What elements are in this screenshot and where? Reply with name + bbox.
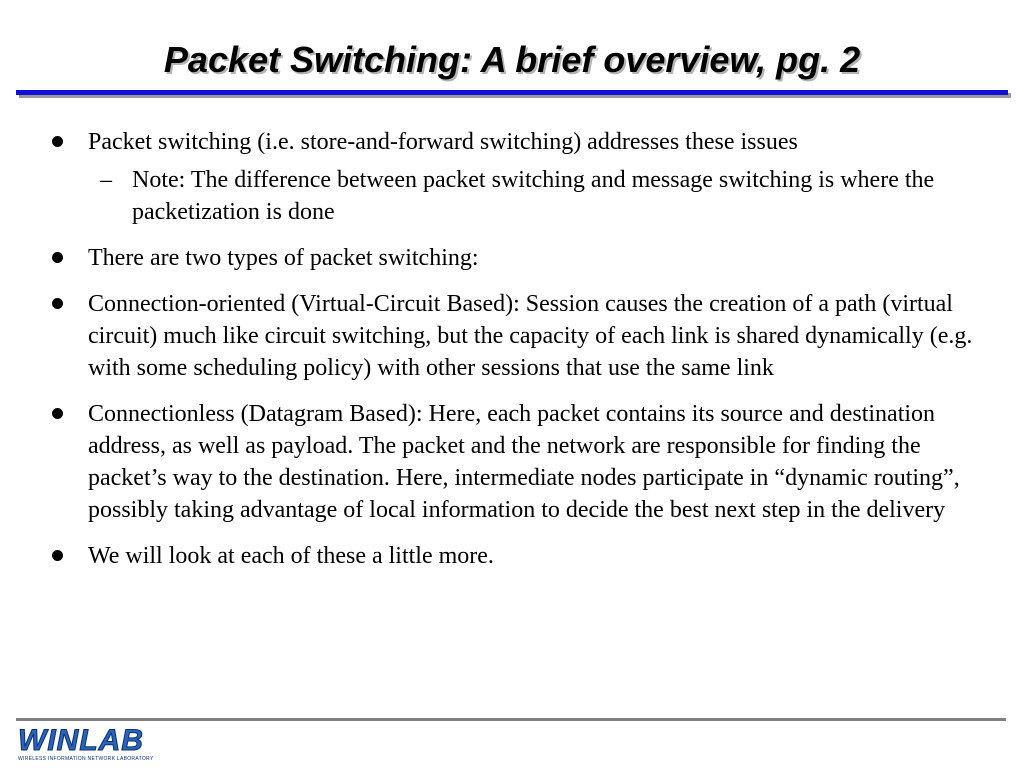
bullet-text: Packet switching (i.e. store-and-forward switching) addresses these issues <box>88 129 798 155</box>
sub-bullet-text: Note: The difference between packet switching and message switching is where the packetization is done <box>132 167 935 225</box>
bullet-marker <box>52 252 63 263</box>
sub-bullet-item <box>88 164 990 228</box>
bullet-text: Connection-oriented (Virtual-Circuit Based): Session causes the creation of a path (virtual circuit) much like circuit switching, but the capacity of each link is shared dynamically (e.g. with some scheduling policy) with other sessions that use the same link <box>88 291 973 381</box>
title-divider <box>16 90 1008 95</box>
bullet-item <box>40 540 990 572</box>
footer-divider <box>16 718 1006 721</box>
bullet-text: We will look at each of these a little more. <box>88 543 494 569</box>
bullet-marker <box>52 136 63 147</box>
logo-subtitle: WIRELESS INFORMATION NETWORK LABORATORY <box>18 756 154 762</box>
sub-bullet-marker: – <box>100 167 112 193</box>
bullet-item <box>40 126 990 228</box>
bullet-marker <box>52 298 63 309</box>
winlab-logo <box>18 726 168 764</box>
bullet-marker <box>52 550 63 561</box>
bullet-item <box>40 288 990 384</box>
bullet-item <box>40 242 990 274</box>
bullet-text: Connectionless (Datagram Based): Here, each packet contains its source and destination address, as well as payload. The packet and the network are responsible for finding the packet’s way to the destination. Here, intermediate nodes participate in “dynamic routing”, possibly taking advantage of local information to decide the best next step in the delivery <box>88 401 960 523</box>
slide-title: Packet Switching: A brief overview, pg. 2 <box>163 39 861 80</box>
bullet-item <box>40 398 990 526</box>
bullet-text: There are two types of packet switching: <box>88 245 479 271</box>
logo-wordmark: WINLAB <box>18 724 144 757</box>
bullet-list <box>40 126 990 586</box>
bullet-marker <box>52 408 63 419</box>
